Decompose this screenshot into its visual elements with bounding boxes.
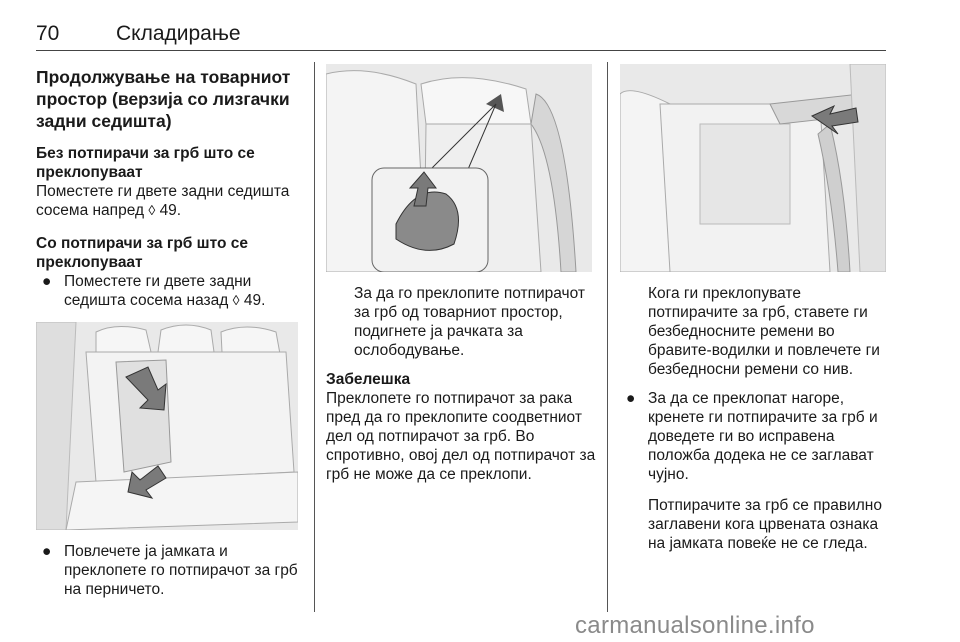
bullet-icon: ● bbox=[42, 273, 52, 290]
list-item-text: Повлечете ја јамката и преклопете го потпирачот за грб на перничето. bbox=[64, 543, 298, 598]
page-reference-link[interactable]: 49. bbox=[159, 202, 182, 219]
rear-seat-illustration bbox=[36, 322, 298, 530]
reference-arrow-icon: ◊ bbox=[232, 292, 240, 308]
note-title: Забелешка bbox=[326, 371, 411, 388]
paragraph-move-forward bbox=[36, 182, 304, 220]
paragraph-seatbelt-guides: Кога ги преклопувате потпирачите за грб, ставете ги безбедносните ремени во бравите-водилки и повлечете ги безбедносни ремени со нив. bbox=[648, 285, 880, 378]
column-1 bbox=[36, 64, 304, 611]
bullet-icon: ● bbox=[626, 390, 636, 407]
column-divider-1 bbox=[314, 62, 315, 612]
column-2 bbox=[326, 64, 596, 498]
page-header bbox=[36, 22, 886, 52]
list-item-text: За да се преклопат нагоре, кренете ги потпирачите за грб и доведете ги во исправена положба додека не се заглават чујно. bbox=[648, 390, 878, 483]
column-divider-2 bbox=[607, 62, 608, 612]
chapter-title: Складирање bbox=[116, 22, 241, 45]
section-title: Продолжување на товарниот простор (верзија со лизгачки задни седишта) bbox=[36, 67, 291, 131]
list-item bbox=[620, 389, 888, 484]
subheading-no-fold: Без потпирачи за грб што се преклопуваат bbox=[36, 145, 255, 181]
note-text: Преклопете го потпирачот за рака пред да го преклопите соодветниот дел од потпирачот за грб. Во спротивно, овој дел од потпирачот за грб не може да се преклопи. bbox=[326, 390, 596, 483]
paragraph-release-lever: За да го преклопите потпирачот за грб од товарниот простор, подигнете ја рачката за ослободување. bbox=[354, 285, 586, 359]
paragraph-latched: Потпирачите за грб се правилно заглавени кога црвената ознака на јамката повеќе не се гледа. bbox=[648, 497, 882, 552]
list-item-text: Поместете ги двете задни седишта сосема назад bbox=[64, 273, 252, 309]
column-3 bbox=[620, 64, 888, 563]
subheading-fold: Со потпирачи за грб што се преклопуваат bbox=[36, 235, 248, 271]
header-rule bbox=[36, 50, 886, 51]
paragraph-text: Поместете ги двете задни седишта сосема напред bbox=[36, 183, 290, 219]
page-reference-link[interactable]: 49. bbox=[243, 292, 266, 309]
list-item bbox=[36, 272, 304, 310]
seatbelt-guide-illustration bbox=[620, 64, 886, 272]
reference-arrow-icon: ◊ bbox=[148, 202, 156, 218]
watermark: carmanualsonline.info bbox=[575, 612, 815, 639]
page-number: 70 bbox=[36, 22, 60, 45]
seatback-release-illustration bbox=[326, 64, 592, 272]
bullet-icon: ● bbox=[42, 543, 52, 560]
list-item bbox=[36, 542, 304, 599]
